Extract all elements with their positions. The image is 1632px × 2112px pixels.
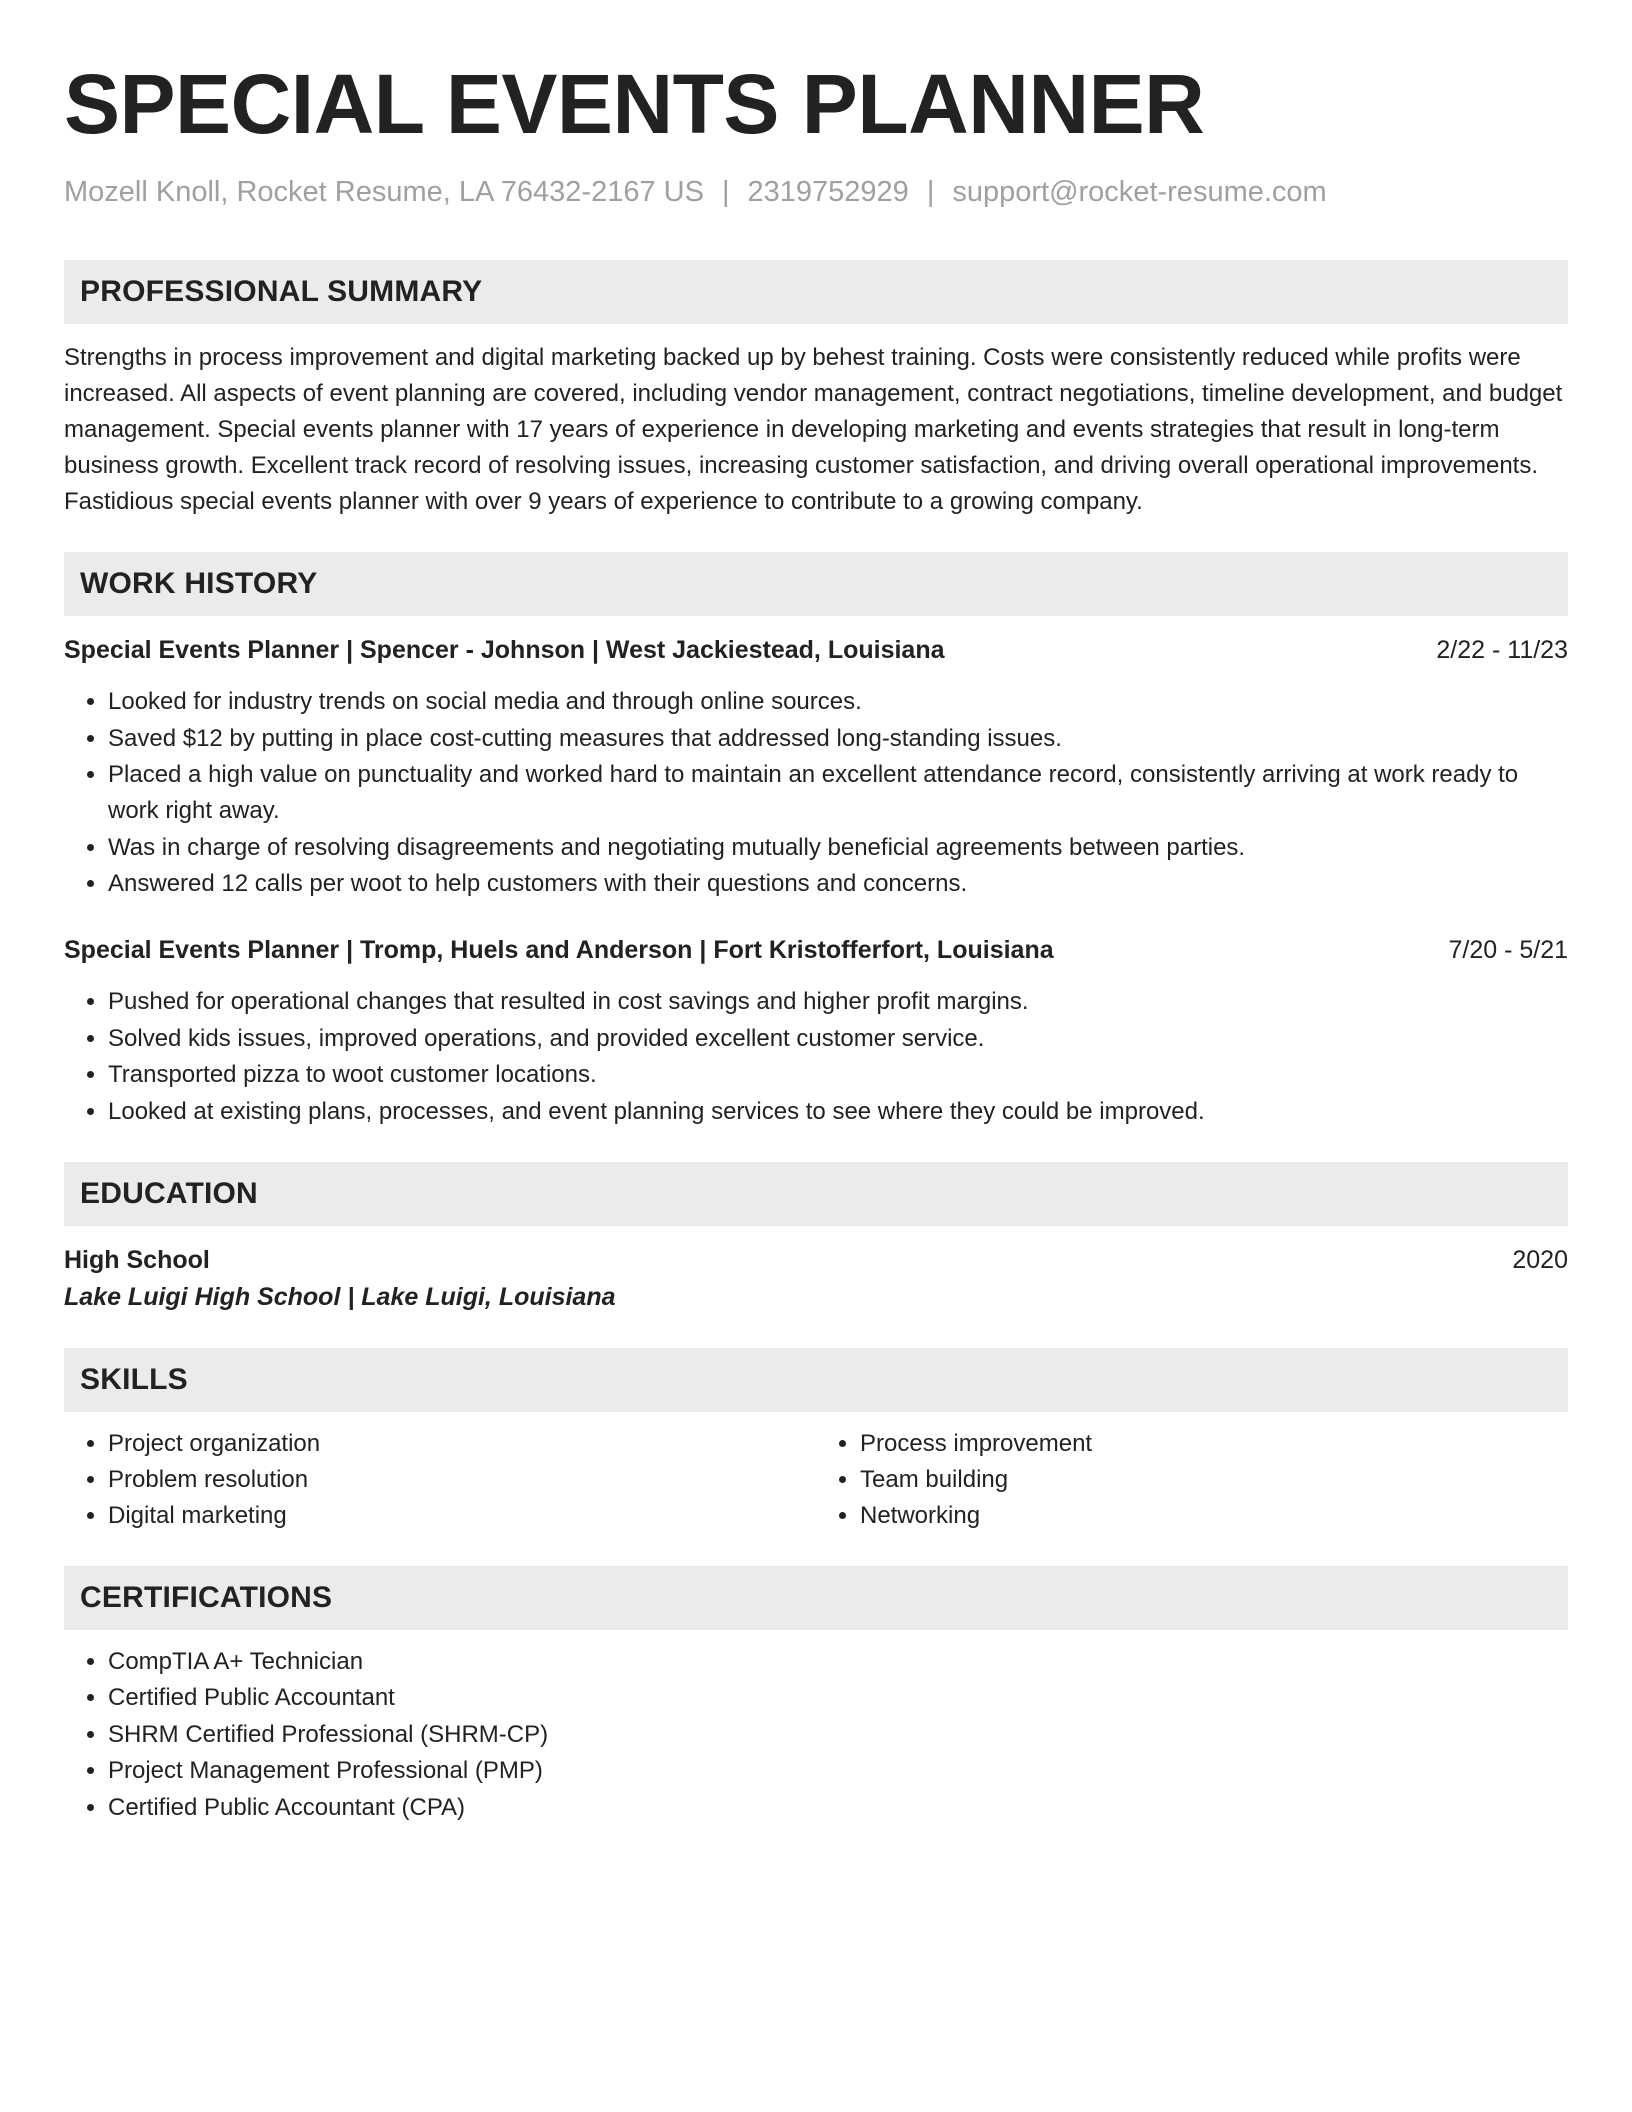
contact-line [64, 174, 1568, 210]
skill-item: • Process improvement [860, 1426, 1568, 1462]
skills-list-right [816, 1426, 1568, 1534]
job-bullet: • Looked for industry trends on social media and through online sources. [108, 684, 1568, 720]
skills-list-left [64, 1426, 816, 1534]
certification-item: • Certified Public Accountant (CPA) [108, 1790, 1568, 1826]
job-bullet: • Saved $12 by putting in place cost-cutting measures that addressed long-standing issues. [108, 721, 1568, 757]
skill-item: • Problem resolution [108, 1462, 816, 1498]
skill-item: • Digital marketing [108, 1498, 816, 1534]
education-year: 2020 [1512, 1245, 1568, 1274]
section-header-work-history: WORK HISTORY [64, 552, 1568, 616]
skill-item: • Team building [860, 1462, 1568, 1498]
contact-separator: | [721, 176, 730, 208]
job-entry [64, 632, 1568, 902]
resume-title: SPECIAL EVENTS PLANNER [64, 57, 1205, 151]
job-bullet: • Transported pizza to woot customer locations. [108, 1057, 1568, 1093]
contact-email: support@rocket-resume.com [952, 176, 1327, 208]
job-entry [64, 932, 1568, 1130]
skills-grid [64, 1426, 1568, 1534]
section-header-certifications: CERTIFICATIONS [64, 1566, 1568, 1630]
section-header-skills: SKILLS [64, 1348, 1568, 1412]
section-header-summary: PROFESSIONAL SUMMARY [64, 260, 1568, 324]
job-bullet: • Was in charge of resolving disagreements and negotiating mutually beneficial agreements between parties. [108, 830, 1568, 866]
job-bullet-list [64, 684, 1568, 902]
section-header-education: EDUCATION [64, 1162, 1568, 1226]
certification-item: • SHRM Certified Professional (SHRM-CP) [108, 1717, 1568, 1753]
education-degree: High School [64, 1245, 210, 1274]
job-bullet: • Solved kids issues, improved operations, and provided excellent customer service. [108, 1021, 1568, 1057]
job-bullet: • Answered 12 calls per woot to help customers with their questions and concerns. [108, 866, 1568, 902]
skill-item: • Networking [860, 1498, 1568, 1534]
job-bullet: • Pushed for operational changes that resulted in cost savings and higher profit margins. [108, 984, 1568, 1020]
job-bullet: • Looked at existing plans, processes, and event planning services to see where they could be improved. [108, 1094, 1568, 1130]
job-title: Special Events Planner | Tromp, Huels and Anderson | Fort Kristofferfort, Louisiana [64, 936, 1054, 964]
certification-item: • Certified Public Accountant [108, 1680, 1568, 1716]
contact-address: Mozell Knoll, Rocket Resume, LA 76432-2167 US [64, 176, 704, 208]
contact-separator: | [926, 176, 935, 208]
contact-phone: 2319752929 [747, 176, 909, 208]
job-title: Special Events Planner | Spencer - Johnson | West Jackiestead, Louisiana [64, 636, 945, 664]
certification-list [64, 1644, 1568, 1826]
job-dates: 7/20 - 5/21 [1448, 936, 1568, 964]
job-bullet: • Placed a high value on punctuality and worked hard to maintain an excellent attendance record, consistently arriving at work ready to work right away. [108, 757, 1568, 829]
job-bullet-list [64, 984, 1568, 1130]
certification-item: • CompTIA A+ Technician [108, 1644, 1568, 1680]
education-entry [64, 1242, 1568, 1316]
skill-item: • Project organization [108, 1426, 816, 1462]
summary-text: Strengths in process improvement and digital marketing backed up by behest training. Costs were consistently reduced while profits were increased. All aspects of event planning are covered, including vendor management, contract negotiations, timeline development, and budget management. Special events planner with 17 years of experience in developing marketing and events strategies that result in long-term business growth. Excellent track record of resolving issues, increasing customer satisfaction, and driving overall operational improvements. Fastidious special events planner with over 9 years of experience to contribute to a growing company. [64, 344, 1563, 515]
certification-item: • Project Management Professional (PMP) [108, 1753, 1568, 1789]
education-school: Lake Luigi High School | Lake Luigi, Louisiana [64, 1282, 616, 1311]
job-dates: 2/22 - 11/23 [1436, 636, 1568, 664]
